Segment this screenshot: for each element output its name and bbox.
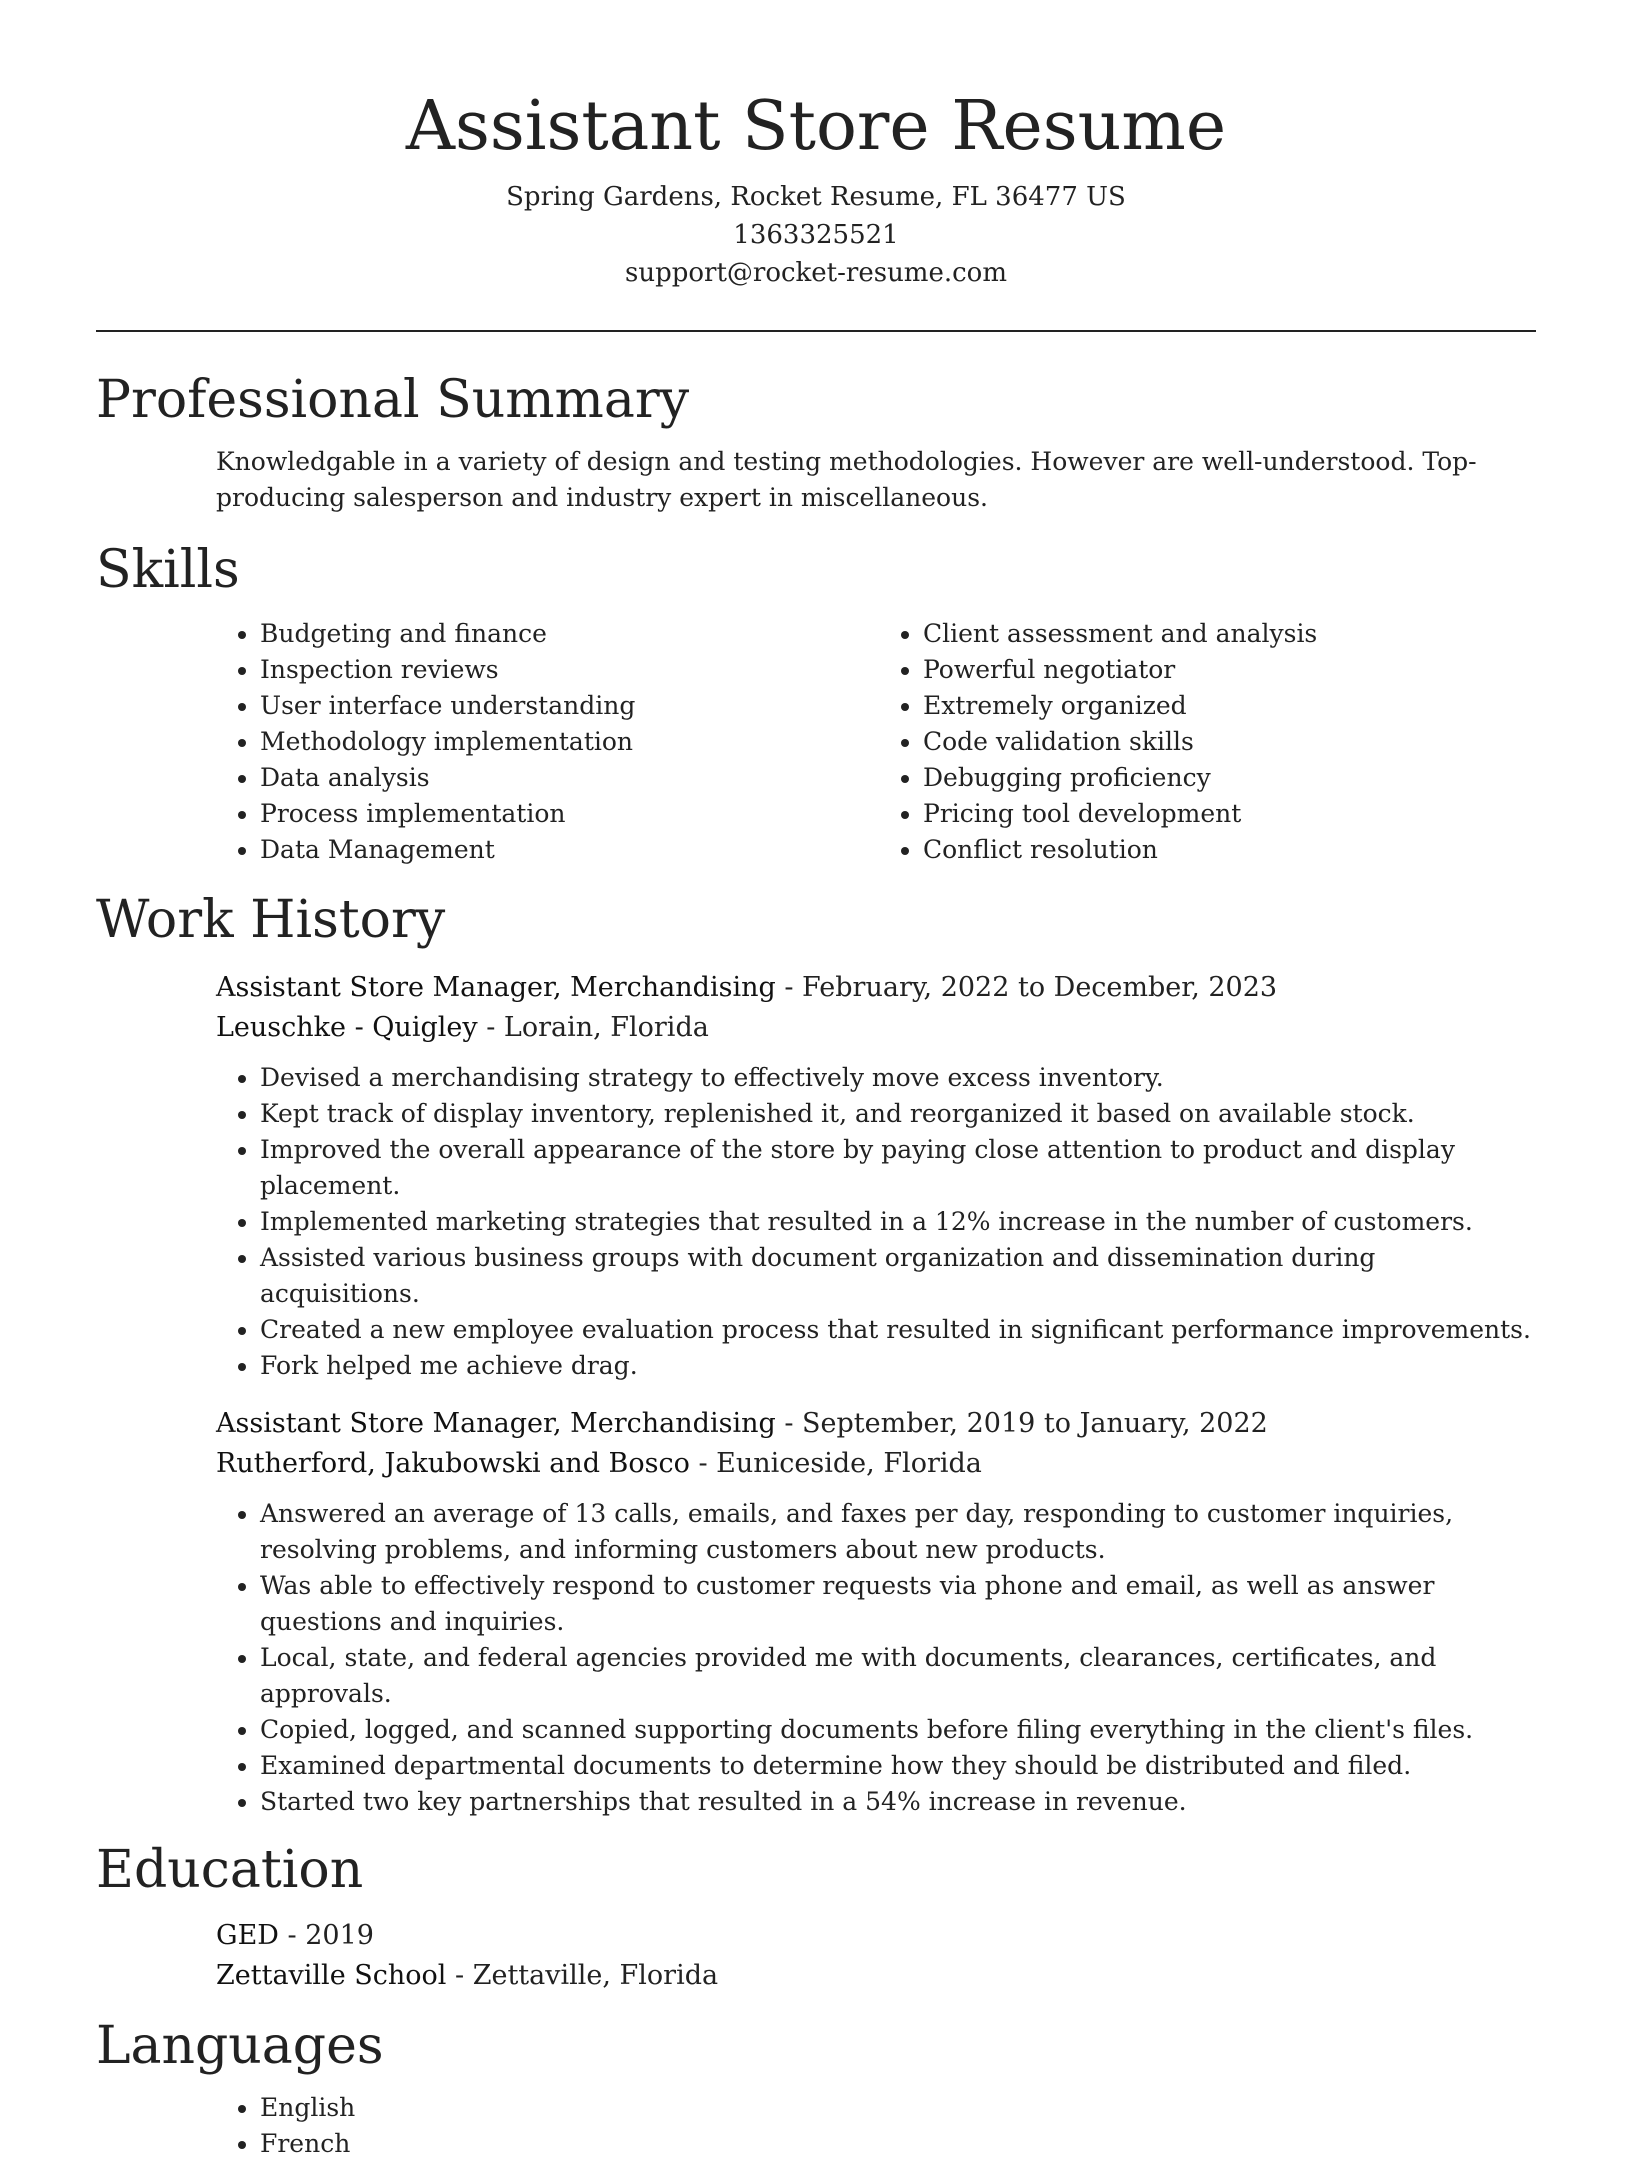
skill-item: • Inspection reviews: [260, 652, 879, 688]
language-item: • French: [260, 2126, 1542, 2162]
contact-info: [0, 178, 1632, 292]
education-school: Zettaville School: [216, 1960, 447, 1991]
skills-columns: [216, 616, 1542, 868]
education-degree-line: [216, 1916, 1542, 1956]
education-school-line: [216, 1956, 1542, 1996]
job-entry: [216, 968, 1542, 1384]
job-bullet: • Copied, logged, and scanned supporting documents before filing everything in the client's files.: [260, 1712, 1542, 1748]
education-entry: [216, 1916, 1542, 1996]
work-history-title: Work History: [96, 890, 446, 950]
language-item: • English: [260, 2090, 1542, 2126]
skill-item: • Budgeting and finance: [260, 616, 879, 652]
job-bullets: [216, 1496, 1542, 1820]
skill-item: • Data analysis: [260, 760, 879, 796]
job-bullet: • Devised a merchandising strategy to effectively move excess inventory.: [260, 1060, 1542, 1096]
skill-item: • Methodology implementation: [260, 724, 879, 760]
job-bullet: • Implemented marketing strategies that resulted in a 12% increase in the number of customers.: [260, 1204, 1542, 1240]
job-bullet: • Fork helped me achieve drag.: [260, 1348, 1542, 1384]
summary-text: Knowledgable in a variety of design and testing methodologies. However are well-understood. Top-producing salesperson and industry expert in miscellaneous.: [216, 447, 1477, 512]
skill-item: • Conflict resolution: [923, 832, 1542, 868]
skill-item: • Data Management: [260, 832, 879, 868]
job-bullet: • Started two key partnerships that resulted in a 54% increase in revenue.: [260, 1784, 1542, 1820]
job-location: - Lorain, Florida: [477, 1012, 709, 1043]
job-bullet: • Local, state, and federal agencies provided me with documents, clearances, certificates, and approvals.: [260, 1640, 1542, 1712]
job-role: Assistant Store Manager, Merchandising: [216, 972, 776, 1003]
job-bullet: • Kept track of display inventory, replenished it, and reorganized it based on available stock.: [260, 1096, 1542, 1132]
job-location: - Euniceside, Florida: [689, 1448, 982, 1479]
skills-title: Skills: [96, 540, 240, 600]
job-company-line: [216, 1008, 1542, 1048]
skills-left-list: [216, 616, 879, 868]
job-bullet: • Assisted various business groups with document organization and dissemination during acquisitions.: [260, 1240, 1542, 1312]
languages-list: [216, 2090, 1542, 2162]
education-degree: GED: [216, 1920, 279, 1951]
job-title-line: [216, 968, 1542, 1008]
job-company-line: [216, 1444, 1542, 1484]
contact-phone: 1363325521: [733, 220, 899, 250]
header-divider: [96, 330, 1536, 332]
skill-item: • Powerful negotiator: [923, 652, 1542, 688]
job-bullet: • Examined departmental documents to determine how they should be distributed and filed.: [260, 1748, 1542, 1784]
job-bullets: [216, 1060, 1542, 1384]
job-dates: - February, 2022 to December, 2023: [775, 972, 1278, 1003]
job-bullet: • Improved the overall appearance of the store by paying close attention to product and display placement.: [260, 1132, 1542, 1204]
skill-item: • Pricing tool development: [923, 796, 1542, 832]
job-bullet: • Created a new employee evaluation process that resulted in significant performance improvements.: [260, 1312, 1542, 1348]
skill-item: • Extremely organized: [923, 688, 1542, 724]
job-role: Assistant Store Manager, Merchandising: [216, 1408, 776, 1439]
summary-title: Professional Summary: [96, 370, 690, 430]
skill-item: • User interface understanding: [260, 688, 879, 724]
languages-title: Languages: [96, 2016, 384, 2076]
resume-name: Assistant Store Resume: [405, 87, 1227, 166]
skill-item: • Debugging proficiency: [923, 760, 1542, 796]
skill-item: • Code validation skills: [923, 724, 1542, 760]
skills-right-list: [879, 616, 1542, 868]
job-bullet: • Answered an average of 13 calls, emails, and faxes per day, responding to customer inquiries, resolving problems, and informing customers about new products.: [260, 1496, 1542, 1568]
skill-item: • Client assessment and analysis: [923, 616, 1542, 652]
contact-address: Spring Gardens, Rocket Resume, FL 36477 US: [506, 182, 1126, 212]
languages-entry: [216, 2090, 1542, 2162]
education-title: Education: [96, 1840, 364, 1900]
job-entry: [216, 1404, 1542, 1820]
job-dates: - September, 2019 to January, 2022: [775, 1408, 1268, 1439]
education-location: - Zettaville, Florida: [446, 1960, 719, 1991]
contact-email: support@rocket-resume.com: [624, 258, 1007, 288]
resume-header: [0, 0, 1632, 292]
skill-item: • Process implementation: [260, 796, 879, 832]
job-company: Rutherford, Jakubowski and Bosco: [216, 1448, 690, 1479]
job-company: Leuschke - Quigley: [216, 1012, 478, 1043]
job-title-line: [216, 1404, 1542, 1444]
job-bullet: • Was able to effectively respond to customer requests via phone and email, as well as answer questions and inquiries.: [260, 1568, 1542, 1640]
education-year: - 2019: [278, 1920, 374, 1951]
